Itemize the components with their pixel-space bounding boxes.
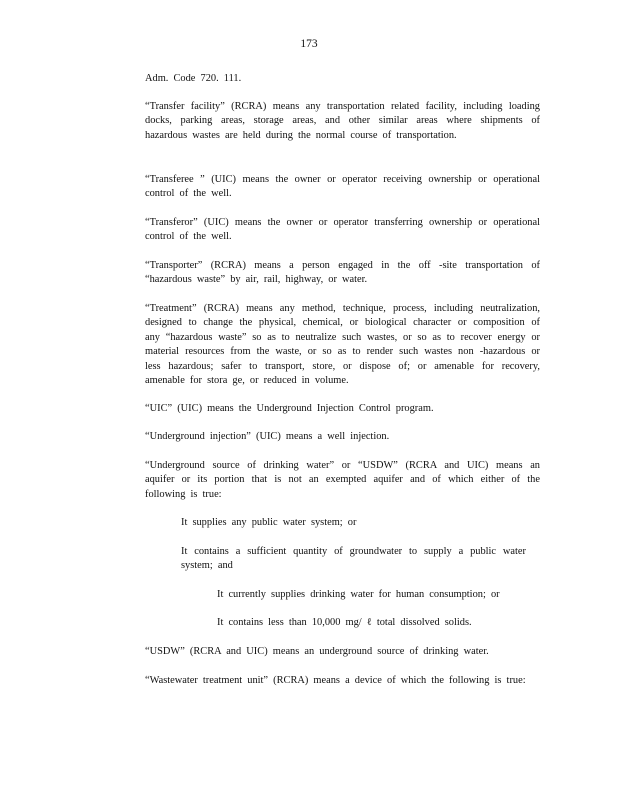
definition-wastewater-treatment-unit: “Wastewater treatment unit” (RCRA) means a device of which the following is true:	[145, 675, 526, 686]
definition-usdw-full: “Underground source of drinking water” or “USDW” (RCRA and UIC) means an aquifer or its portion that is not an exempted aquifer and of which either of the following is true:	[145, 460, 540, 500]
usdw-condition-public-water-system: It supplies any public water system; or	[181, 517, 357, 528]
definition-transferor: “Transferor” (UIC) means the owner or operator transferring ownership or operational control of the well.	[145, 217, 540, 243]
page-number: 173	[300, 38, 318, 50]
usdw-condition-sufficient-quantity: It contains a sufficient quantity of groundwater to supply a public water system; and	[181, 546, 526, 572]
paragraph-code-reference: Adm. Code 720. 111.	[145, 73, 242, 84]
definition-transfer-facility: “Transfer facility” (RCRA) means any transportation related facility, including loading docks, parking areas, storage areas, and other similar areas where shipments of hazardous wastes are held during the normal course of transportation.	[145, 101, 540, 141]
definition-underground-injection: “Underground injection” (UIC) means a well injection.	[145, 431, 390, 442]
usdw-subcondition-dissolved-solids: It contains less than 10,000 mg/ ℓ total dissolved solids.	[217, 617, 472, 628]
definition-treatment: “Treatment” (RCRA) means any method, technique, process, including neutralization, designed to change the physical, chemical, or biological character or composition of any “hazardous waste” so as to neutralize such wastes, or so as to recover energy or material resources from the waste, or so as to render such wastes non -hazardous or less hazardous; safer to transport, store, or dispose of; or amenable for recovery, amenable for stora ge, or reduced in volume.	[145, 303, 540, 387]
usdw-subcondition-drinking-water: It currently supplies drinking water for human consumption; or	[217, 589, 500, 600]
definition-usdw: “USDW” (RCRA and UIC) means an underground source of drinking water.	[145, 646, 489, 657]
definition-transferee: “Transferee ” (UIC) means the owner or operator receiving ownership or operational control of the well.	[145, 174, 540, 200]
definition-uic: “UIC” (UIC) means the Underground Injection Control program.	[145, 403, 434, 414]
definition-transporter: “Transporter” (RCRA) means a person engaged in the off -site transportation of “hazardous waste” by air, rail, highway, or water.	[145, 260, 540, 286]
